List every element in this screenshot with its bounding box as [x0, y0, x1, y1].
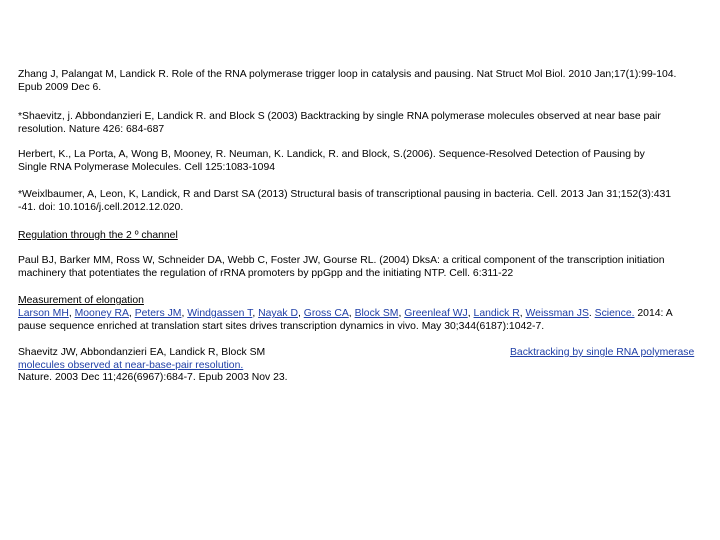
title-link-continued[interactable]: molecules observed at near-base-pair resolution.	[18, 359, 244, 371]
reference-line: Zhang J, Palangat M, Landick R. Role of the RNA polymerase trigger loop in catalysis and pausing. Nat Struct Mol Biol. 2010 Jan;17(1):99-104.	[18, 69, 677, 80]
reference-line: Larson MH, Mooney RA, Peters JM, Windgassen T, Nayak D, Gross CA, Block SM, Greenleaf WJ, Landick R, Weissman JS. Science. 2014: A	[18, 308, 673, 319]
reference-line: Epub 2009 Dec 6.	[18, 81, 102, 93]
heading-text: Regulation through the 2 º channel	[18, 230, 178, 241]
reference-line: *Weixlbaumer, A, Leon, K, Landick, R and Darst SA (2013) Structural basis of transcriptional pausing in bacteria. Cell. 2013 Jan 31;152(3):431	[18, 189, 672, 200]
citation-year: 2014: A	[637, 308, 673, 319]
reference-line: pause sequence enriched at translation start sites drives transcription dynamics in vivo. May 30;344(6187):1042-7.	[18, 320, 545, 332]
reference-shaevitz-nature	[18, 347, 718, 385]
author-link[interactable]: Peters JM	[134, 308, 182, 319]
heading-text: Measurement of elongation	[18, 295, 144, 306]
author-link[interactable]: Mooney RA	[74, 308, 129, 319]
reference-herbert	[18, 149, 718, 174]
journal-link[interactable]: Science.	[594, 308, 635, 319]
author-link[interactable]: Block SM	[354, 308, 399, 319]
reference-line: machinery that potentiates the regulation of rRNA promoters by ppGpp and the initiating NTP. Cell. 6:311-22	[18, 267, 514, 279]
reference-shaevitz-2003	[18, 111, 718, 136]
author-link[interactable]: Windgassen T	[187, 308, 253, 319]
reference-paul	[18, 255, 718, 280]
reference-line: Paul BJ, Barker MM, Ross W, Schneider DA, Webb C, Foster JW, Gourse RL. (2004) DksA: a critical component of the transcription initiation	[18, 255, 665, 266]
reference-line: Nature. 2003 Dec 11;426(6967):684-7. Epub 2003 Nov 23.	[18, 372, 288, 383]
reference-line: resolution. Nature 426: 684-687	[18, 123, 165, 135]
author-link[interactable]: Weissman JS	[525, 308, 589, 319]
reference-line: -41. doi: 10.1016/j.cell.2012.12.020.	[18, 201, 184, 213]
author-link[interactable]: Greenleaf WJ	[404, 308, 468, 319]
reference-line	[18, 347, 718, 360]
author-link[interactable]: Larson MH	[18, 308, 69, 319]
reference-line: *Shaevitz, j. Abbondanzieri E, Landick R. and Block S (2003) Backtracking by single RNA polymerase molecules observed at near base pair	[18, 111, 661, 122]
reference-line: Herbert, K., La Porta, A, Wong B, Mooney, R. Neuman, K. Landick, R. and Block, S.(2006). Sequence-Resolved Detection of Pausing by	[18, 149, 645, 160]
reference-weixlbaumer	[18, 189, 718, 214]
author-link[interactable]: Gross CA	[303, 308, 349, 319]
reference-line	[18, 360, 718, 373]
reference-zhang	[18, 69, 718, 94]
author-link[interactable]: Landick R	[473, 308, 520, 319]
section-heading-regulation	[18, 230, 718, 243]
reference-line: Single RNA Polymerase Molecules. Cell 125:1083-1094	[18, 161, 276, 173]
author-list: Shaevitz JW, Abbondanzieri EA, Landick R, Block SM	[18, 347, 266, 358]
reference-larson	[18, 308, 718, 333]
section-heading-elongation	[18, 295, 718, 308]
title-link[interactable]: Backtracking by single RNA polymerase	[510, 347, 695, 358]
author-link[interactable]: Nayak D	[258, 308, 298, 319]
